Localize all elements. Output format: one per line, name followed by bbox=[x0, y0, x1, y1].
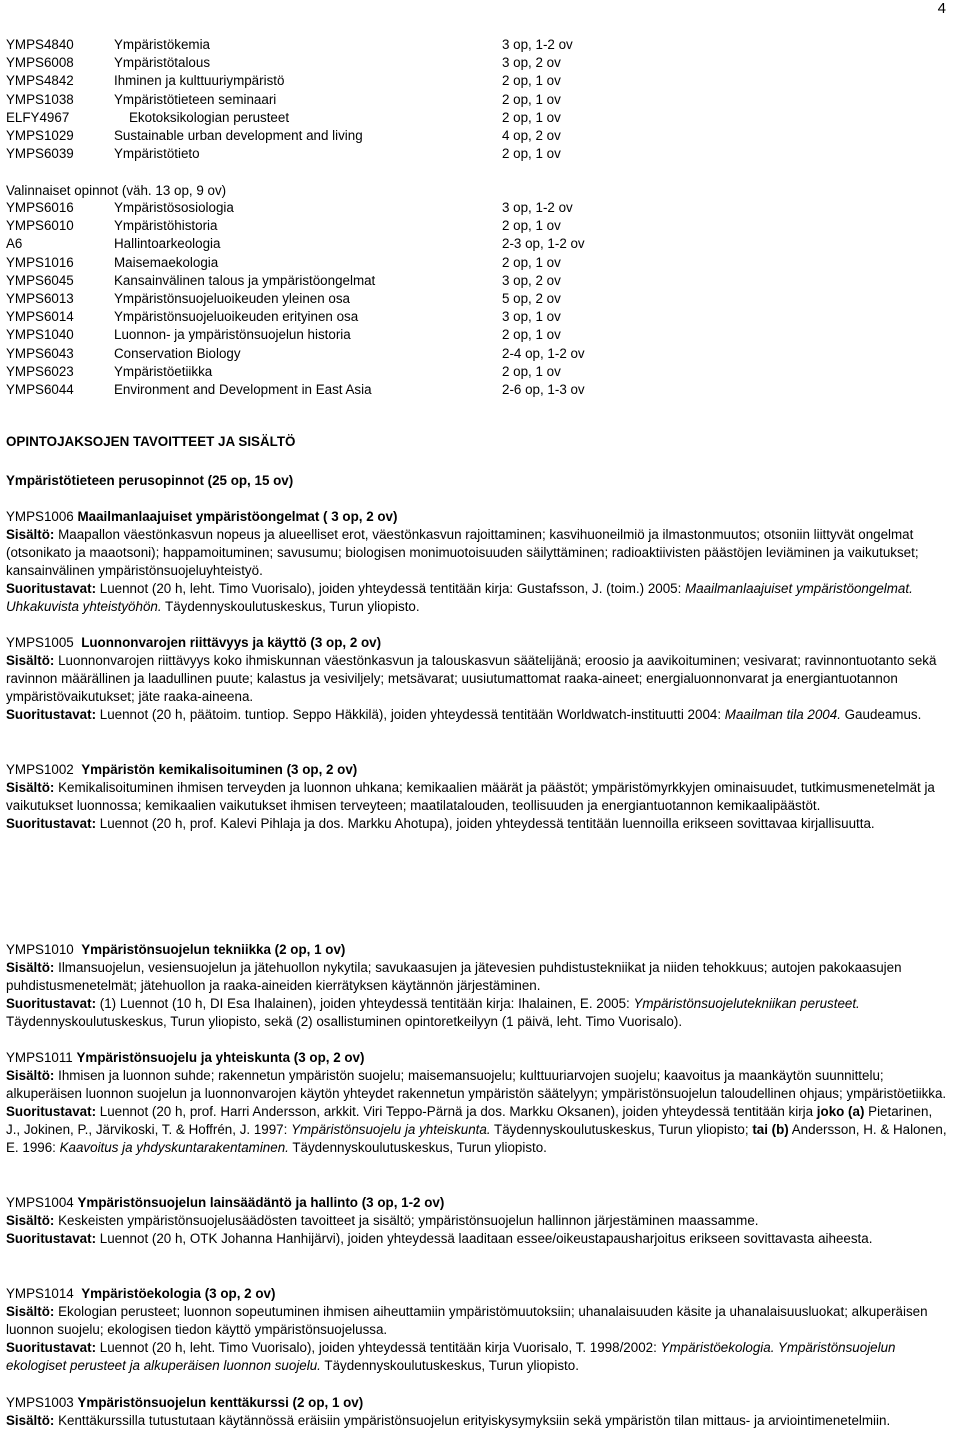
completion-label: Suoritustavat: bbox=[6, 581, 97, 596]
completion-text: Täydennyskoulutuskeskus, Turun yliopisto. bbox=[161, 599, 420, 614]
course-description bbox=[6, 634, 948, 724]
course-credits: 2-6 op, 1-3 ov bbox=[502, 381, 585, 397]
course-credits: 3 op, 2 ov bbox=[502, 55, 561, 71]
table-row bbox=[6, 36, 946, 54]
course-credits: 2-4 op, 1-2 ov bbox=[502, 345, 585, 361]
course-description bbox=[6, 1049, 948, 1157]
course-code: YMPS1038 bbox=[6, 91, 74, 107]
course-name: Environment and Development in East Asia bbox=[114, 381, 372, 397]
completion-text: Täydennyskoulutuskeskus, Turun yliopisto; bbox=[490, 1122, 753, 1137]
course-heading bbox=[6, 761, 948, 779]
completion-text: (1) Luennot (10 h, DI Esa Ihalainen), joiden yhteydessä tentitään kirja: Ihalainen, E. 2005: bbox=[99, 996, 634, 1011]
course-credits: 2 op, 1 ov bbox=[502, 327, 561, 343]
course-title: Ympäristönsuojelun tekniikka (2 op, 1 ov) bbox=[81, 942, 346, 957]
electives-heading: Valinnaiset opinnot (väh. 13 op, 9 ov) bbox=[6, 183, 227, 198]
content-text: Luonnonvarojen riittävyys koko ihmiskunnan väestönkasvun ja talouskasvun säätelijänä; eroosio ja aavikoituminen; vesivarat; ravinnontuotanto sekä ravinnon määrällinen ja laadullinen puute; kalastus ja vesiviljely; metsävarat; uusiutumattomat raaka-aineet; energialuonnonvarat ja energiantuotannon ympäristövaikutukset; jäte raaka-aineena. bbox=[6, 653, 937, 704]
course-code: YMPS6008 bbox=[6, 55, 74, 71]
completion-title: Ympäristönsuojelutekniikan perusteet. bbox=[633, 996, 860, 1011]
course-code: YMPS6045 bbox=[6, 272, 74, 288]
course-code: YMPS6013 bbox=[6, 290, 74, 306]
course-description bbox=[6, 941, 948, 1031]
completion-label: Suoritustavat: bbox=[6, 816, 97, 831]
content-text: Maapallon väestönkasvun nopeus ja alueelliset erot, väestönkasvun rajoittaminen; kasvihuoneilmiö ja ilmastonmuutos; otsoniin liittyvät ongelmat (otsonikato ja maaotsoni); happamoituminen; savusumu; biologisen monimuotoisuuden säilyttäminen; radioaktiivisten päästöjen leviäminen ja vaikutukset; kansainvälinen ympäristönsuojeluyhteistyö. bbox=[6, 527, 919, 578]
course-code: YMPS6044 bbox=[6, 381, 74, 397]
course-completion bbox=[6, 1103, 948, 1157]
course-credits: 3 op, 1-2 ov bbox=[502, 37, 573, 52]
completion-text: Luennot (20 h, leht. Timo Vuorisalo), joiden yhteydessä tentitään kirja Vuorisalo, T. 1998/2002: bbox=[99, 1340, 661, 1355]
course-content bbox=[6, 652, 948, 706]
completion-title: Maailmanlaajuiset ympäristöongelmat. Uhkakuvista yhteistyöhön. bbox=[6, 581, 913, 614]
course-description bbox=[6, 1394, 948, 1430]
table-row bbox=[6, 272, 946, 290]
table-row bbox=[6, 235, 946, 253]
course-heading bbox=[6, 1394, 948, 1412]
course-credits: 2 op, 1 ov bbox=[502, 254, 561, 270]
course-title: Ympäristöekologia (3 op, 2 ov) bbox=[81, 1286, 276, 1301]
table-row bbox=[6, 363, 946, 381]
course-name: Ympäristökemia bbox=[114, 37, 210, 52]
table-row bbox=[6, 381, 946, 399]
completion-title: Maailman tila 2004. bbox=[724, 707, 841, 722]
table-row bbox=[6, 326, 946, 344]
course-name: Ympäristöetiikka bbox=[114, 363, 213, 379]
course-credits: 2 op, 1 ov bbox=[502, 91, 561, 107]
course-code: YMPS1003 bbox=[6, 1395, 74, 1410]
course-code: YMPS1040 bbox=[6, 327, 74, 343]
course-heading bbox=[6, 941, 948, 959]
course-description bbox=[6, 761, 948, 833]
course-code: YMPS1029 bbox=[6, 127, 74, 143]
table-row bbox=[6, 54, 946, 72]
course-code: YMPS1014 bbox=[6, 1286, 74, 1301]
content-label: Sisältö: bbox=[6, 527, 55, 542]
completion-text: Luennot (20 h, päätoim. tuntiop. Seppo Häkkilä), joiden yhteydessä tentitään Worldwatch-instituutti 2004: bbox=[99, 707, 725, 722]
course-code: YMPS1004 bbox=[6, 1195, 74, 1210]
course-name: Conservation Biology bbox=[114, 345, 241, 361]
course-name: Ympäristönsuojeluoikeuden yleinen osa bbox=[114, 290, 350, 306]
course-completion bbox=[6, 815, 948, 833]
table-row bbox=[6, 199, 946, 217]
course-content bbox=[6, 959, 948, 995]
course-title: Maailmanlaajuiset ympäristöongelmat ( 3 op, 2 ov) bbox=[77, 509, 398, 524]
course-code: YMPS1006 bbox=[6, 509, 74, 524]
course-code: YMPS1011 bbox=[6, 1050, 73, 1065]
completion-text: Gaudeamus. bbox=[840, 707, 922, 722]
course-name: Kansainvälinen talous ja ympäristöongelmat bbox=[114, 272, 376, 288]
content-text: Keskeisten ympäristönsuojelusäädösten tavoitteet ja sisältö; ympäristönsuojelun hallinnon järjestäminen maassamme. bbox=[58, 1213, 759, 1228]
completion-label: Suoritustavat: bbox=[6, 707, 97, 722]
course-name: Ympäristönsuojeluoikeuden erityinen osa bbox=[114, 309, 359, 325]
course-credits: 3 op, 1 ov bbox=[502, 309, 561, 325]
course-credits: 2 op, 1 ov bbox=[502, 363, 561, 379]
course-title: Ympäristönsuojelun kenttäkurssi (2 op, 1 ov) bbox=[77, 1395, 364, 1410]
course-credits: 2-3 op, 1-2 ov bbox=[502, 236, 585, 252]
course-name: Maisemaekologia bbox=[114, 254, 219, 270]
course-code: YMPS6016 bbox=[6, 200, 74, 215]
course-credits: 3 op, 2 ov bbox=[502, 272, 561, 288]
completion-label: Suoritustavat: bbox=[6, 1340, 97, 1355]
table-row bbox=[6, 72, 946, 90]
course-heading bbox=[6, 508, 948, 526]
completion-option: joko (a) bbox=[816, 1104, 865, 1119]
completion-label: Suoritustavat: bbox=[6, 1231, 97, 1246]
course-title: Ympäristönsuojelun lainsäädäntö ja hallinto (3 op, 1-2 ov) bbox=[77, 1195, 445, 1210]
course-code: YMPS6010 bbox=[6, 218, 74, 234]
completion-label: Suoritustavat: bbox=[6, 996, 97, 1011]
completion-text: Luennot (20 h, OTK Johanna Hanhijärvi), joiden yhteydessä laaditaan essee/oikeustapausharjoitus erikseen sovittavasta aiheesta. bbox=[99, 1231, 873, 1246]
course-name: Sustainable urban development and living bbox=[114, 127, 363, 143]
content-label: Sisältö: bbox=[6, 1068, 55, 1083]
course-completion bbox=[6, 995, 948, 1031]
table-row bbox=[6, 145, 946, 163]
completion-text: Täydennyskoulutuskeskus, Turun yliopisto. bbox=[288, 1140, 547, 1155]
course-name: Ihminen ja kulttuuriympäristö bbox=[114, 73, 285, 89]
course-heading bbox=[6, 1285, 948, 1303]
course-code: YMPS6023 bbox=[6, 363, 74, 379]
course-title: Ympäristön kemikalisoituminen (3 op, 2 ov) bbox=[81, 762, 358, 777]
course-name: Ympäristöhistoria bbox=[114, 218, 218, 234]
course-code: A6 bbox=[6, 236, 23, 252]
course-code: YMPS4842 bbox=[6, 73, 74, 89]
course-name: Ympäristötieto bbox=[114, 146, 200, 162]
table-row bbox=[6, 308, 946, 326]
section-title-text: OPINTOJAKSOJEN TAVOITTEET JA SISÄLTÖ bbox=[6, 434, 296, 449]
completion-text: Luennot (20 h, prof. Harri Andersson, arkkit. Viri Teppo-Pärnä ja dos. Markku Oksanen), joiden yhteydessä tentitään kirja bbox=[99, 1104, 817, 1119]
subsection-title bbox=[6, 472, 948, 490]
table-row bbox=[6, 290, 946, 308]
course-title: Luonnonvarojen riittävyys ja käyttö (3 op, 2 ov) bbox=[81, 635, 382, 650]
content-label: Sisältö: bbox=[6, 1213, 55, 1228]
table-row bbox=[6, 345, 946, 363]
course-code: YMPS6014 bbox=[6, 309, 74, 325]
course-name: Hallintoarkeologia bbox=[114, 236, 221, 252]
table-row bbox=[6, 254, 946, 272]
course-credits: 5 op, 2 ov bbox=[502, 290, 561, 306]
completion-text: Täydennyskoulutuskeskus, Turun yliopisto. bbox=[320, 1358, 579, 1373]
course-description bbox=[6, 508, 948, 616]
content-text: Ilmansuojelun, vesiensuojelun ja jätehuollon nykytila; savukaasujen ja jätevesien puhdistustekniikat ja niiden tehokkuus; autojen pakokaasujen puhdistusmenetelmät; jätehuollon ja raaka-aineiden kierrätyksen käytännön järjestäminen. bbox=[6, 960, 902, 993]
page-number: 4 bbox=[937, 0, 946, 17]
course-content bbox=[6, 1067, 948, 1103]
course-credits: 3 op, 1-2 ov bbox=[502, 200, 573, 215]
course-name: Ympäristötieteen seminaari bbox=[114, 91, 277, 107]
course-completion bbox=[6, 580, 948, 616]
course-name: Ympäristötalous bbox=[114, 55, 211, 71]
completion-text: Andersson, H. & Halonen, E. 1996: bbox=[6, 1122, 947, 1155]
completion-option: tai (b) bbox=[752, 1122, 789, 1137]
course-credits: 2 op, 1 ov bbox=[502, 146, 561, 162]
content-text: Kemikalisoituminen ihmisen terveyden ja luonnon uhkana; kemikaalien määrät ja päästöt; ympäristömyrkkyjen ominaisuudet, tutkimusmenetelmät ja vaikutukset luonnossa; kemikaalien vaikutukset ihmisen terveyteen; maatilatalouden, teollisuuden ja energiantuotannon kemikaalipäästöt. bbox=[6, 780, 935, 813]
content-label: Sisältö: bbox=[6, 653, 55, 668]
course-heading bbox=[6, 1194, 948, 1212]
course-content bbox=[6, 1303, 948, 1339]
course-name: Luonnon- ja ympäristönsuojelun historia bbox=[114, 327, 351, 343]
course-credits: 4 op, 2 ov bbox=[502, 127, 561, 143]
course-title: Ympäristönsuojelu ja yhteiskunta (3 op, 2 ov) bbox=[76, 1050, 365, 1065]
course-code: YMPS1016 bbox=[6, 254, 74, 270]
course-credits: 2 op, 1 ov bbox=[502, 73, 561, 89]
completion-label: Suoritustavat: bbox=[6, 1104, 97, 1119]
table-row bbox=[6, 127, 946, 145]
course-code: YMPS1010 bbox=[6, 942, 74, 957]
content-label: Sisältö: bbox=[6, 960, 55, 975]
section-title bbox=[6, 433, 948, 451]
completion-title: Kaavoitus ja yhdyskuntarakentaminen. bbox=[59, 1140, 289, 1155]
course-description bbox=[6, 1194, 948, 1248]
completion-text: Täydennyskoulutuskeskus, Turun yliopisto, sekä (2) osallistuminen opintoretkeilyyn (1 päivä, leht. Timo Vuorisalo). bbox=[6, 1014, 683, 1029]
content-text: Ekologian perusteet; luonnon sopeutuminen ihmisen aiheuttamiin ympäristömuutoksiin; uhanalaisuuden käsite ja uhanalaisuusluokat; alkuperäisen luonnon suojelu; ekologisen tiedon käyttö ympäristönsuojelussa. bbox=[6, 1304, 928, 1337]
course-heading bbox=[6, 1049, 948, 1067]
elective-course-table bbox=[6, 199, 946, 399]
course-code: ELFY4967 bbox=[6, 109, 70, 125]
course-completion bbox=[6, 706, 948, 724]
course-description bbox=[6, 1285, 948, 1375]
completion-title: Ympäristöekologia. Ympäristönsuojelun ekologiset perusteet ja alkuperäisen luonnon suojelu. bbox=[6, 1340, 896, 1373]
course-name: Ympäristösosiologia bbox=[114, 200, 234, 215]
course-name: Ekotoksikologian perusteet bbox=[129, 109, 290, 125]
course-credits: 2 op, 1 ov bbox=[502, 218, 561, 234]
course-completion bbox=[6, 1339, 948, 1375]
table-row bbox=[6, 91, 946, 109]
subsection-title-text: Ympäristötieteen perusopinnot (25 op, 15 ov) bbox=[6, 473, 294, 488]
course-content bbox=[6, 1212, 948, 1230]
core-course-table bbox=[6, 36, 946, 163]
table-row bbox=[6, 217, 946, 235]
content-text: Ihmisen ja luonnon suhde; rakennetun ympäristön suojelu; maisemansuojelu; kulttuuriarvojen suojelu; kaavoitus ja maankäytön suunnittelu; alkuperäisen luonnon suojelun ja luonnonvarojen käytön yhteydet rakennetun ympäristön säätelyyn; ympäristönsuojelun taloudellinen ohjaus; ympäristöetiikka. bbox=[6, 1068, 947, 1101]
content-label: Sisältö: bbox=[6, 1413, 55, 1428]
course-code: YMPS6043 bbox=[6, 345, 74, 361]
course-content bbox=[6, 526, 948, 580]
completion-text: Luennot (20 h, prof. Kalevi Pihlaja ja dos. Markku Ahotupa), joiden yhteydessä tentitään luennoilla erikseen sovittavaa kirjallisuutta. bbox=[99, 816, 875, 831]
content-label: Sisältö: bbox=[6, 1304, 55, 1319]
course-code: YMPS6039 bbox=[6, 146, 74, 162]
content-label: Sisältö: bbox=[6, 780, 55, 795]
content-text: Kenttäkurssilla tutustutaan käytännössä eräisiin ympäristönsuojelun erityiskysymyksiin sekä ympäristön tilan mittaus- ja arviointimenetelmiin. bbox=[58, 1413, 891, 1428]
table-row bbox=[6, 109, 946, 127]
completion-text: Pietarinen, J., Jokinen, P., Järvikoski, T. & Hoffrén, J. 1997: bbox=[6, 1104, 933, 1137]
course-content bbox=[6, 779, 948, 815]
course-heading bbox=[6, 634, 948, 652]
course-code: YMPS1002 bbox=[6, 762, 74, 777]
course-code: YMPS1005 bbox=[6, 635, 74, 650]
course-code: YMPS4840 bbox=[6, 37, 74, 52]
completion-text: Luennot (20 h, leht. Timo Vuorisalo), joiden yhteydessä tentitään kirja: Gustafsson, J. (toim.) 2005: bbox=[99, 581, 686, 596]
course-credits: 2 op, 1 ov bbox=[502, 109, 561, 125]
course-completion bbox=[6, 1230, 948, 1248]
completion-title: Ympäristönsuojelu ja yhteiskunta. bbox=[291, 1122, 491, 1137]
course-content bbox=[6, 1412, 948, 1430]
